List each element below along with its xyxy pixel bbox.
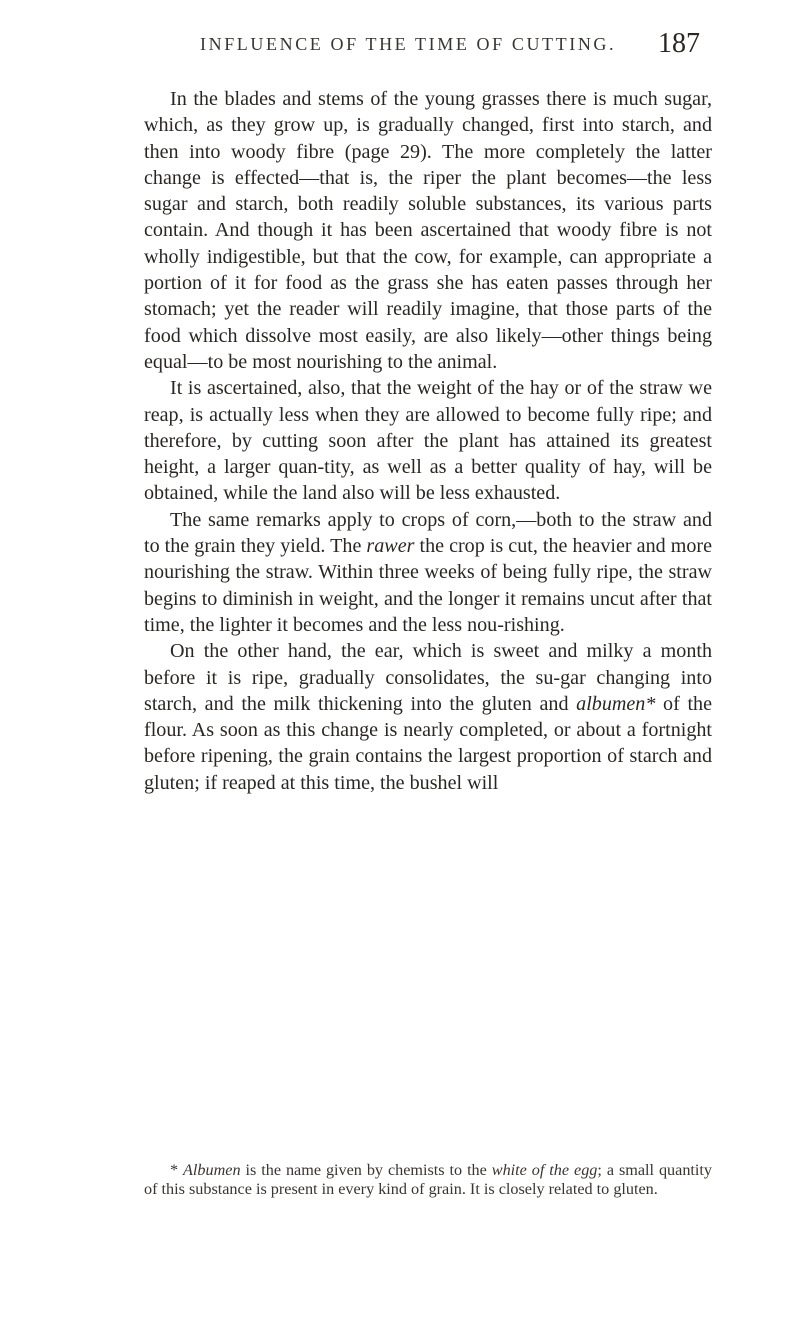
paragraph-1-text: In the blades and stems of the young grasses there is much sugar, which, as they grow up, is gradually changed, first into starch, and then into woody fibre (page 29). The more completely the latter change is effected—that is, the riper the plant becomes—the less sugar and starch, both readily soluble substances, its various parts contain. And though it has been ascertained that woody fibre is not wholly indigestible, but that the cow, for example, can appropriate a portion of it for food as the grass she has eaten passes through her stomach; yet the reader will readily imagine, that those parts of the food which dissolve most easily, are also likely—other things being equal—to be most nourishing to the animal. [144,88,712,373]
paragraph-4-italic-term: albumen* [576,692,656,715]
footnote-italic-phrase: white of the egg [491,1161,598,1179]
paragraph-2 [144,375,712,506]
paragraph-3-text-start: The same remarks apply to crops of corn,—both to the straw and to the grain they yield. The [144,508,712,558]
footnote-marker: * [170,1161,184,1179]
paragraph-1 [144,86,712,375]
footnote-text [144,1161,712,1199]
footnote-term: Albumen [183,1161,241,1179]
paragraph-3-italic-term: rawer [366,535,415,558]
footnote-text-start: is the name given by chemists to the [240,1161,492,1179]
paragraph-4-text-start: On the other hand, the ear, which is sweet and milky a month before it is ripe, gradually consolidates, the su-gar changing into starch, and the milk thickening into the gluten and [144,640,712,715]
footnote-text-end: ; a small quantity of this substance is present in every kind of grain. It is closely related to gluten. [144,1161,713,1198]
paragraph-4 [144,638,712,796]
running-title: INFLUENCE OF THE TIME OF CUTTING. [200,34,617,54]
paragraph-3 [144,507,712,638]
body-text [144,86,712,796]
page-number: 187 [658,28,700,59]
paragraph-4-text-end: of the flour. As soon as this change is nearly completed, or about a fortnight before ripening, the grain contains the largest proportion of starch and gluten; if reaped at this time, the bushel will [144,692,712,794]
paragraph-3-text-end: the crop is cut, the heavier and more nourishing the straw. Within three weeks of being fully ripe, the straw begins to diminish in weight, and the longer it remains uncut after that time, the lighter it becomes and the less nou-rishing. [144,535,712,636]
footnote [144,1161,712,1199]
running-header [200,28,700,64]
paragraph-2-text: It is ascertained, also, that the weight of the hay or of the straw we reap, is actually less when they are allowed to become fully ripe; and therefore, by cutting soon after the plant has attained its greatest height, a larger quan-tity, as well as a better quality of hay, will be obtained, while the land also will be less exhausted. [144,377,712,505]
